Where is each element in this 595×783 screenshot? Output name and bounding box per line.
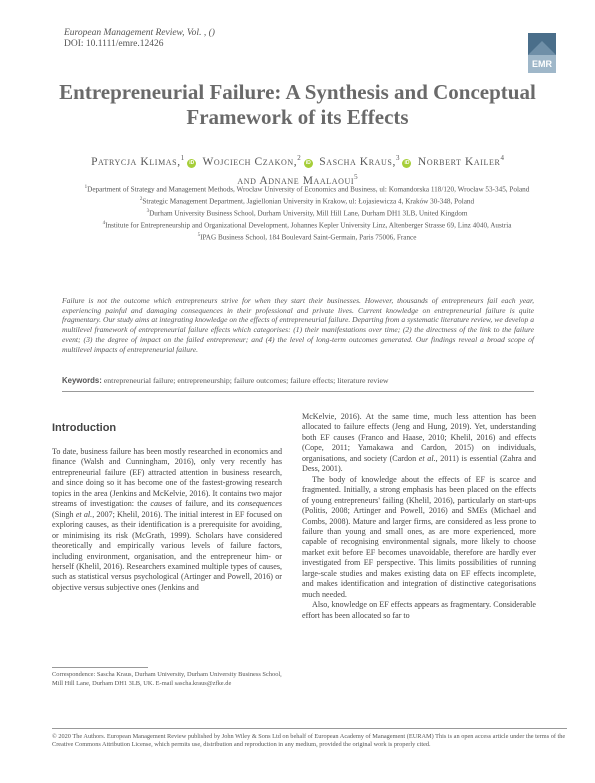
author-name: Sascha Kraus, bbox=[319, 155, 396, 168]
paragraph: The body of knowledge about the effects of EF is scarce and fragmented. Initially, a strong emphasis has been placed on the effects of young entrepreneurs' failing (Khelil, 2016), particularly on start-ups (Politis, 2008; Artinger and Powell, 2016) and SMEs (Michael and Combs, 2008). Mature and larger firms, are considered as less prone to failure than young and small ones, as are more experienced, more capable of recognising environmental signals, more likely to choose market exit before EF becomes unavoidable, therefore are hardly ever investigated from EF perspective. This limits possibilities of running large-scale studies and makes existing data on EF effects incomplete, and makes identification and integration of distinctive categorisations much needed. bbox=[302, 474, 536, 599]
emr-logo bbox=[528, 33, 556, 73]
correspondence-note: Correspondence: Sascha Kraus, Durham University, Durham University Business School, Mill Hill Lane, Durham DH1 3LB, UK. E-mail sascha.kraus@zfke.de bbox=[52, 671, 282, 687]
left-column-text bbox=[52, 447, 282, 593]
paragraph: Also, knowledge on EF effects appears as fragmentary. Considerable effort has been allocated so far to bbox=[302, 600, 536, 620]
paragraph: McKelvie, 2016). At the same time, much less attention has been allocated to failure effects (Jeng and Hung, 2019). Yet, understanding both EF causes (Franco and Haase, 2010; Khelil, 2016) and effects (Cope, 2011; Yamakawa and Cardon, 2015) on individuals, organisations, and society (Cardon et al., 2011) is essential (Zahra and Dess, 2001). bbox=[302, 412, 536, 474]
journal-name: European Management Review, Vol. , () bbox=[64, 28, 215, 38]
footnote-divider bbox=[52, 667, 148, 668]
keywords-text: entrepreneurial failure; entrepreneurship; failure outcomes; failure effects; literature review bbox=[103, 376, 389, 385]
keywords-label: Keywords: bbox=[62, 376, 102, 385]
affiliation: $^5$IPAG Business School, 184 Boulevard Saint-Germain, Paris 75006, France bbox=[197, 232, 417, 241]
doi: DOI: 10.1111/emre.12426 bbox=[64, 39, 164, 49]
right-column-text bbox=[302, 412, 536, 621]
affiliation: $^2$Strategic Management Department, Jagiellonian University in Krakow, ul: Łojasiewicza 4, Kraków 30-348, Poland bbox=[139, 196, 475, 206]
author-name: Norbert Kailer bbox=[417, 155, 501, 168]
abstract: Failure is not the outcome which entrepreneurs strive for when they start their businesses. However, thousands of entrepreneurs fail each year, experiencing painful and damaging consequences in their professional and private lives. Current knowledge on entrepreneurial failure is quite fragmentary. Our study aims at integrating knowledge on the effects of entrepreneurial failure. Departing from a systematic literature review, we develop a multilevel framework of entrepreneurial failure effects which categorises: (1) their manifestations over time; (2) the directness of the link to the failure event; (3) the degree of impact on the failed entrepreneur; and (4) the level of long-term outcomes generated. Our findings reveal a broad scope of multilevel impacts of entrepreneurial failure. bbox=[62, 296, 534, 354]
journal-header bbox=[64, 28, 215, 50]
orcid-icon[interactable]: iD bbox=[305, 159, 311, 166]
license-footer: © 2020 The Authors. European Management Review published by John Wiley & Sons Ltd on behalf of European Academy of Management (EURAM) This is an open access article under the terms of the Creative Commons Attribution License, which permits use, distribution and reproduction in any medium, provided the original work is properly cited. bbox=[52, 733, 566, 749]
author-list: Patrycja Klimas,$^1$iD Wojciech Czakon,$^2$iD Sascha Kraus,$^3$iD Norbert Kailer$^4$ and Adnane Maalaoui$^5$ bbox=[91, 154, 504, 187]
paragraph: To date, business failure has been mostly researched in economics and finance (Walsh and Cunningham, 2016), only very recently has entrepreneurial failure (EF) attracted attention in business research, and since doing so it has become one of the fastest-growing research topics in the area (Jenkins and McKelvie, 2016). It contains two major streams of investigation: the causes of failure, and its consequences (Singh et al., 2007; Khelil, 2016). The initial interest in EF focused on exploring causes, as their identification is a prerequisite for avoiding, or minimising its risk (McGrath, 1999). Scholars have considered theoretically and empirically various levels of failure factors, including environment, organisation, and the entrepreneur him- or herself (Khelil, 2016). Researchers examined multiple types of causes, such as statistical versus psychological (Artinger and Powell, 2016) or objective versus subjective ones (Jenkins and bbox=[52, 447, 282, 592]
affiliation: $^3$Durham University Business School, Durham University, Mill Hill Lane, Durham DH1 3LB, United Kingdom bbox=[146, 208, 468, 218]
author-name: Patrycja Klimas, bbox=[91, 155, 181, 168]
affiliation: $^1$Department of Strategy and Management Methods, Wrocław University of Economics and Business, ul: Komandorska 118/120, Wrocław 53-345, Poland bbox=[84, 185, 530, 194]
author-name: Adnane Maalaoui bbox=[259, 174, 355, 187]
section-heading-introduction: Introduction bbox=[52, 422, 117, 434]
footer-divider bbox=[52, 728, 567, 729]
affiliations bbox=[54, 183, 560, 242]
keywords bbox=[62, 376, 542, 386]
divider bbox=[62, 391, 534, 392]
logo-text: EMR bbox=[532, 59, 552, 69]
orcid-icon[interactable]: iD bbox=[404, 159, 410, 166]
affiliation: $^4$Institute for Entrepreneurship and Organizational Development, Johannes Kepler University Linz, Altenberger Strasse 69, Linz 4040, Austria bbox=[102, 220, 512, 230]
author-name: Wojciech Czakon, bbox=[202, 155, 298, 168]
paper-title: Entrepreneurial Failure: A Synthesis and Conceptual Framework of its Effects bbox=[59, 80, 536, 129]
orcid-icon[interactable]: iD bbox=[189, 159, 195, 166]
